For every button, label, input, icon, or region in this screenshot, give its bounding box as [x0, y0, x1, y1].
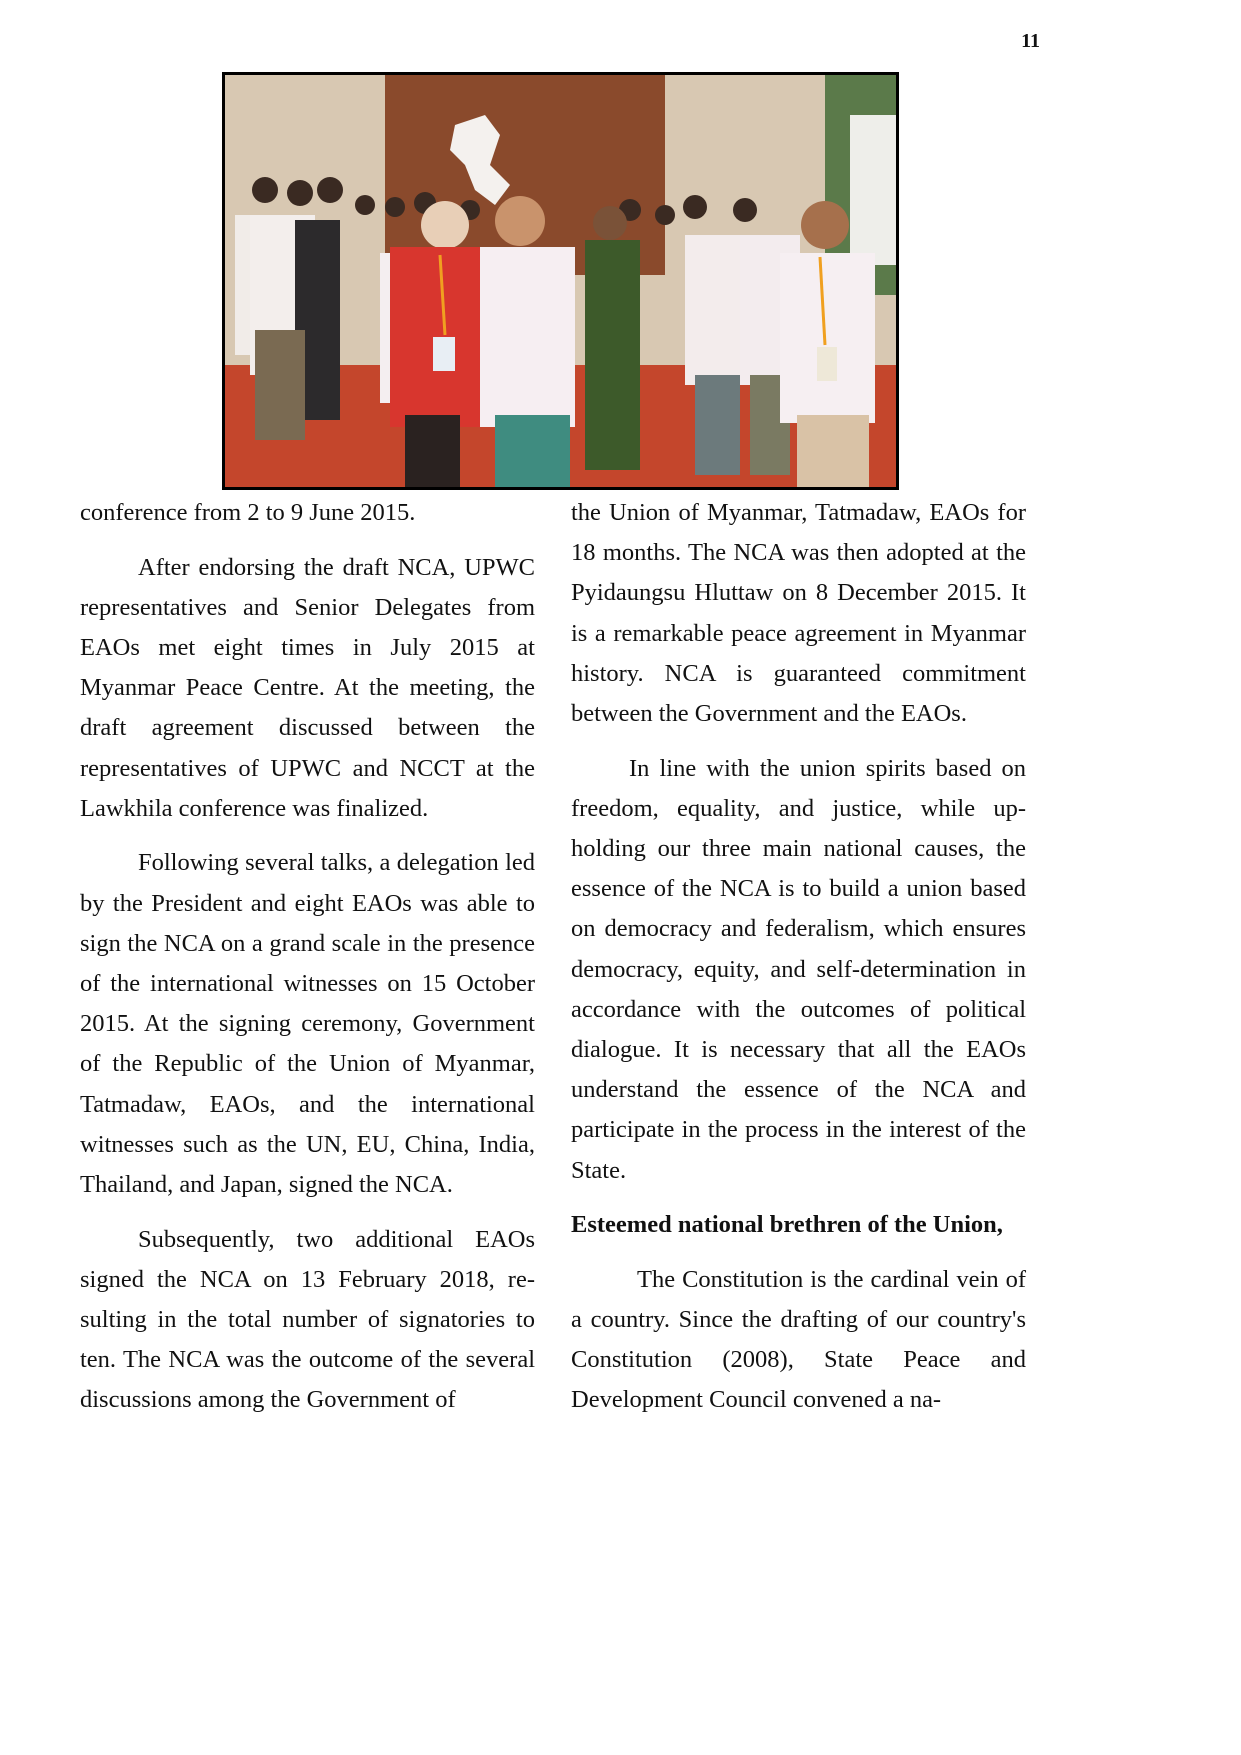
paragraph-nca-signing: Following several talks, a delegation led by the President and eight EAOs was able to sign the NCA on a grand scale in the presence of the international witnesses on 15 October 2015. At the signing ceremony, Government of the Republic of the Union of Myanmar, Tatmadaw, EAOs, and the international witnesses such as the UN, EU, China, India, Thailand, and Japan, signed the NCA. — [80, 849, 535, 1199]
section-heading: Esteemed national brethren of the Union, — [571, 1211, 1003, 1239]
paragraph-draft-endorsement: After endorsing the draft NCA, UPWC representatives and Senior Delegates from EAOs met eight times in July 2015 at Myanmar Peace Centre. At the meeting, the draft agreement discussed between the representatives of UPWC and NCCT at the Lawkhila conference was finalized. — [80, 553, 535, 822]
left-column — [80, 493, 535, 1435]
right-column — [571, 493, 1026, 1435]
conference-photo — [222, 72, 899, 490]
page-number: 11 — [1021, 30, 1040, 52]
paragraph-constitution: The Constitution is the cardinal vein of a country. Since the drafting of our country's Constitution (2008), State Peace and Development Council convened a na- — [571, 1265, 1026, 1414]
paragraph-nca-essence: In line with the union spirits based on freedom, equality, and justice, while upholding our three main national causes, the essence of the NCA is to build a union based on democracy and federalism, which ensures democracy, equity, and self-determination in accordance with the outcomes of political dialogue. It is necessary that all the EAOs understand the essence of the NCA and participate in the process in the interest of the State. — [571, 754, 1026, 1184]
photo-illustration — [225, 75, 896, 487]
paragraph-additional-signatories: Subsequently, two additional EAOs signed the NCA on 13 February 2018, resulting in the total number of signatories to ten. The NCA was the outcome of the several discussions among the Government of — [80, 1225, 535, 1414]
paragraph-nca-adoption: the Union of Myanmar, Tatmadaw, EAOs for 18 months. The NCA was then adopted at the Pyidaungsu Hluttaw on 8 December 2015. It is a remarkable peace agreement in Myanmar history. NCA is guaranteed commitment between the Government and the EAOs. — [571, 499, 1026, 728]
paragraph-conference-dates: conference from 2 to 9 June 2015. — [80, 499, 416, 526]
